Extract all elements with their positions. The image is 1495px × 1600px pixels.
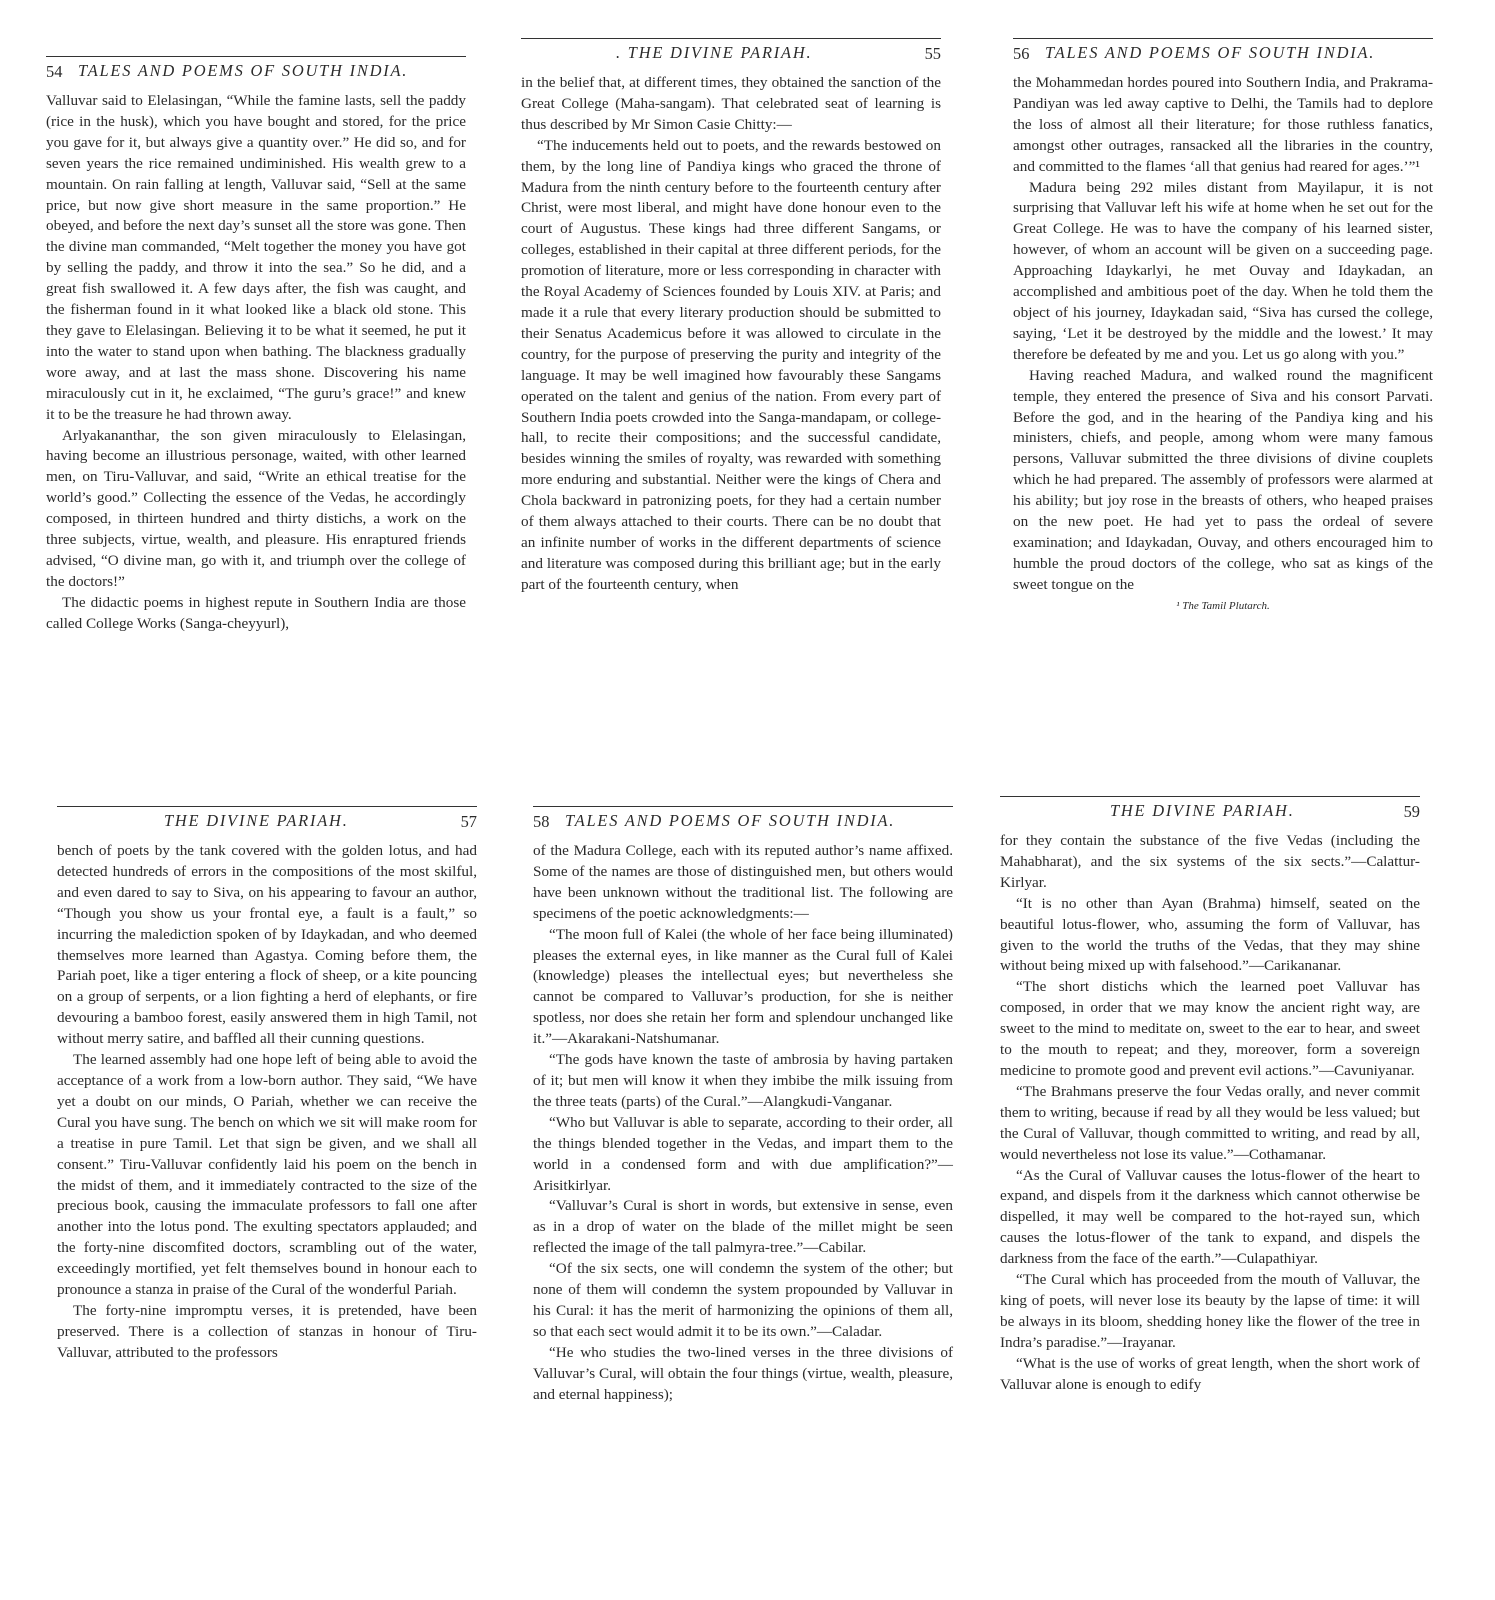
paragraph: Arlyakananthar, the son given miraculously to Elelasingan, having become an illustrious personage, waited, with other learned men, on Tiru-Valluvar, and said, “Write an ethical treatise for the world’s good.” Collecting the essence of the Vedas, he accordingly composed, in thirteen hundred and thirty distichs, a work on the three subjects, virtue, wealth, and pleasure. His enraptured friends advised, “O divine man, go with it, and triumph over the college of the doctors!” xyxy=(46,426,466,590)
page-55 xyxy=(521,38,941,596)
paragraph: “The short distichs which the learned poet Valluvar has composed, in order that we may know the ancient right way, are sweet to the mind to meditate on, sweet to the ear to hear, and sweet to the mouth to repeat; and they, moreover, form a sovereign medicine to promote good and prevent evil actions.”—Cavuniyanar. xyxy=(1000,978,1420,1079)
paragraph: the Mohammedan hordes poured into Southern India, and Prakrama-Pandiyan was led away captive to Delhi, the Tamils had to deplore the loss of almost all their literature; for those ruthless fanatics, amongst other outrages, ransacked all the libraries in the country, and committed to the flames ‘all that genius had reared for ages.’”¹ xyxy=(1013,74,1433,175)
page-header xyxy=(533,811,953,833)
page-body xyxy=(57,841,477,1364)
footnote: ¹ The Tamil Plutarch. xyxy=(1176,599,1270,612)
header-rule xyxy=(1000,796,1420,797)
page-54 xyxy=(46,56,466,635)
paragraph: Valluvar said to Elelasingan, “While the famine lasts, sell the paddy (rice in the husk), which you have bought and stored, for the price you gave for it, but always give a quantity over.” He did so, and for seven years the rice remained undiminished. His wealth grew to a mountain. On rain falling at length, Valluvar said, “Sell at the same price, but now give short measure in the same proportion.” He obeyed, and before the next day’s sunset all the store was gone. Then the divine man commanded, “Melt together the money you have got by selling the paddy, and throw it into the sea.” So he did, and a great fish swallowed it. A few days after, the fish was caught, and the fisherman found in it what looked like a black old stone. This they gave to Elelasingan. Believing it to be what it seemed, he put it into the water to stand upon when bathing. The blackness gradually wore away, and at last the mass shone. Discovering his name miraculously cut in it, he exclaimed, “The guru’s grace!” and knew it to be the treasure he had thrown away. xyxy=(46,92,466,423)
running-head: THE DIVINE PARIAH. xyxy=(164,811,349,830)
paragraph: “The moon full of Kalei (the whole of her face being illuminated) pleases the external eyes, in like manner as the Cural full of Kalei (knowledge) pleases the intellectual eyes; but nevertheless she cannot be compared to Valluvar’s production, for she is neither spotless, nor does she retain her form and splendour unchanged like it.”—Akarakani-Natshumanar. xyxy=(533,925,953,1048)
paragraph: “He who studies the two-lined verses in the three divisions of Valluvar’s Cural, will obtain the four things (virtue, wealth, pleasure, and eternal happiness); xyxy=(533,1343,953,1403)
header-rule xyxy=(521,38,941,39)
page-number: 55 xyxy=(924,44,941,63)
page-header xyxy=(521,43,941,65)
paragraph: “Of the six sects, one will condemn the system of the other; but none of them will condemn the system propounded by Valluvar in his Cural: it has the merit of harmonizing the opinions of them all, so that each sect would admit it to be its own.”—Caladar. xyxy=(533,1260,953,1340)
paragraph: “The Brahmans preserve the four Vedas orally, and never commit them to writing, because if read by all they would be less valued; but the Cural of Valluvar, though committed to writing, and read by all, would nevertheless not lose its value.”—Cothamanar. xyxy=(1000,1082,1420,1163)
paragraph: “The inducements held out to poets, and the rewards bestowed on them, by the long line of Pandiya kings who graced the throne of Madura from the ninth century before to the fourteenth century after Christ, were most liberal, and might have done honour even to the court of Augustus. These kings had three different Sangams, or colleges, established in their capital at three different periods, for the promotion of literature, more or less corresponding in character with the Royal Academy of Sciences founded by Louis XIV. at Paris; and made it a rule that every literary production should be submitted to their Senatus Academicus before it was allowed to circulate in the country, for the purpose of preserving the purity and integrity of the language. It may be well imagined how favourably these Sangams operated on the talent and genius of the nation. From every part of Southern India poets crowded into the Sanga-mandapam, or college-hall, to recite their compositions; and the successful candidate, besides winning the smiles of royalty, was rewarded with something more enduring and substantial. Neither were the kings of Chera and Chola backward in patronizing poets, for they had a certain number of them always attached to their courts. There can be no doubt that an infinite number of works in the different departments of science and literature was composed during this brilliant age; but in the early part of the fourteenth century, when xyxy=(521,136,941,593)
paragraph: “Valluvar’s Cural is short in words, but extensive in sense, even as in a drop of water on the blade of the millet might be seen reflected the image of the tall palmyra-tree.”—Cabilar. xyxy=(533,1197,953,1257)
paragraph: The learned assembly had one hope left of being able to avoid the acceptance of a work from a low-born author. They said, “We have yet a doubt on our minds, O Pariah, whether we can receive the Cural you have sung. The bench on which we sit will make room for a treatise in pure Tamil. Let that sign be given, and we shall all consent.” Tiru-Valluvar confidently laid his poem on the bench in the midst of them, and it immediately contracted to the size of the precious book, causing the immaculate professors to fall one after another into the lotus pond. The exulting spectators applauded; and the forty-nine discomfited doctors, scrambling out of the water, exceedingly mortified, yet felt themselves bound in honour each to pronounce a stanza in praise of the Cural of the wonderful Pariah. xyxy=(57,1051,477,1299)
running-head: . THE DIVINE PARIAH. xyxy=(616,43,813,62)
paragraph: “As the Cural of Valluvar causes the lotus-flower of the heart to expand, and dispels from it the darkness which cannot otherwise be dispelled, it may well be compared to the hot-rayed sun, which causes the lotus-flower of the tank to expand, and dispels the darkness from the face of the earth.”—Culapathiyar. xyxy=(1000,1166,1420,1268)
page-header xyxy=(46,61,466,83)
paragraph: bench of poets by the tank covered with the golden lotus, and had detected hundreds of errors in the compositions of the most skilful, and even dared to say to Siva, on his appearing to favour an author, “Though you show us your frontal eye, a fault is a fault,” so incurring the malediction spoken of by Idaykadan, and who deemed themselves more learned than Agastya. Coming before them, the Pariah poet, like a tiger entering a flock of sheep, or a kite pouncing on a group of serpents, or a lion fighting a herd of elephants, or fire devouring a bamboo forest, easily answered them in high Tamil, not without merry satire, and baffled all their cunning questions. xyxy=(57,842,477,1048)
page-59 xyxy=(1000,796,1420,1395)
page-number: 57 xyxy=(460,812,477,831)
paragraph: “It is no other than Ayan (Brahma) himself, seated on the beautiful lotus-flower, who, assuming the form of Valluvar, has given to the world the truths of the Vedas, that they may shine without being mixed up with falsehood.”—Carikananar. xyxy=(1000,894,1420,975)
paragraph: Having reached Madura, and walked round the magnificent temple, they entered the presence of Siva and his consort Parvati. Before the god, and in the hearing of the Pandiya king and his ministers, chiefs, and people, among whom were many famous persons, Valluvar submitted the three divisions of divine couplets which he had prepared. The assembly of professors were alarmed at his ability; but joy rose in the breasts of others, who heaped praises on the new poet. He had yet to pass the ordeal of severe examination; and Idaykadan, Ouvay, and others encouraged him to humble the proud doctors of the college, who sat as kings of the sweet tongue on the xyxy=(1013,366,1433,593)
running-head: TALES AND POEMS OF SOUTH INDIA. xyxy=(78,61,409,80)
paragraph: The didactic poems in highest repute in Southern India are those called College Works (Sanga-cheyyurl), xyxy=(46,593,466,632)
page-58 xyxy=(533,806,953,1405)
paragraph: for they contain the substance of the five Vedas (including the Mahabharat), and the six systems of the six sects.”—Calattur-Kirlyar. xyxy=(1000,832,1420,891)
header-rule xyxy=(533,806,953,807)
page-body xyxy=(1013,73,1433,596)
page-body xyxy=(1000,831,1420,1395)
paragraph: in the belief that, at different times, they obtained the sanction of the Great College (Maha-sangam). That celebrated seat of learning is thus described by Mr Simon Casie Chitty:— xyxy=(521,74,941,133)
page-number: 58 xyxy=(533,812,550,831)
page-57 xyxy=(57,806,477,1364)
page-header xyxy=(1000,801,1420,823)
header-rule xyxy=(1013,38,1433,39)
page-number: 59 xyxy=(1403,802,1420,821)
page-header xyxy=(1013,43,1433,65)
paragraph: “The Cural which has proceeded from the mouth of Valluvar, the king of poets, will never lose its beauty by the lapse of time: it will be always in its bloom, shedding honey like the flower of the tree in Indra’s paradise.”—Irayanar. xyxy=(1000,1271,1420,1351)
paragraph: The forty-nine impromptu verses, it is pretended, have been preserved. There is a collection of stanzas in honour of Tiru-Valluvar, attributed to the professors xyxy=(57,1301,477,1361)
page-header xyxy=(57,811,477,833)
header-rule xyxy=(57,806,477,807)
paragraph: “The gods have known the taste of ambrosia by having partaken of it; but men will know it when they imbibe the milk issuing from the three teats (parts) of the Cural.”—Alangkudi-Vanganar. xyxy=(533,1051,953,1110)
paragraph: Madura being 292 miles distant from Mayilapur, it is not surprising that Valluvar left his wife at home when he set out for the Great College. He was to have the company of his learned sister, however, of whom an account will be given on a succeeding page. Approaching Idaykarlyi, he met Ouvay and Idaykadan, an accomplished and ambitious poet of the day. When he told them the object of his journey, Idaykadan said, “Siva has cursed the college, saying, ‘Let it be destroyed by the middle and the lowest.’ It may therefore be defeated by me and you. Let us go along with you.” xyxy=(1013,178,1433,363)
running-head: TALES AND POEMS OF SOUTH INDIA. xyxy=(1045,43,1376,62)
paragraph: of the Madura College, each with its reputed author’s name affixed. Some of the names are those of distinguished men, but others would have been unknown without the traditional list. The following are specimens of the poetic acknowledgments:— xyxy=(533,842,953,922)
page-number: 54 xyxy=(46,62,63,81)
page-body xyxy=(521,73,941,596)
paragraph: “Who but Valluvar is able to separate, according to their order, all the things blended together in the Vedas, and impart them to the world in a condensed form and with due amplification?”—Arisitkirlyar. xyxy=(533,1113,953,1194)
page-56 xyxy=(1013,38,1433,612)
page-body xyxy=(46,91,466,635)
paragraph: “What is the use of works of great length, when the short work of Valluvar alone is enough to edify xyxy=(1000,1354,1420,1393)
page-body xyxy=(533,841,953,1405)
page-number: 56 xyxy=(1013,44,1030,63)
header-rule xyxy=(46,56,466,57)
running-head: THE DIVINE PARIAH. xyxy=(1110,801,1295,820)
running-head: TALES AND POEMS OF SOUTH INDIA. xyxy=(565,811,896,830)
